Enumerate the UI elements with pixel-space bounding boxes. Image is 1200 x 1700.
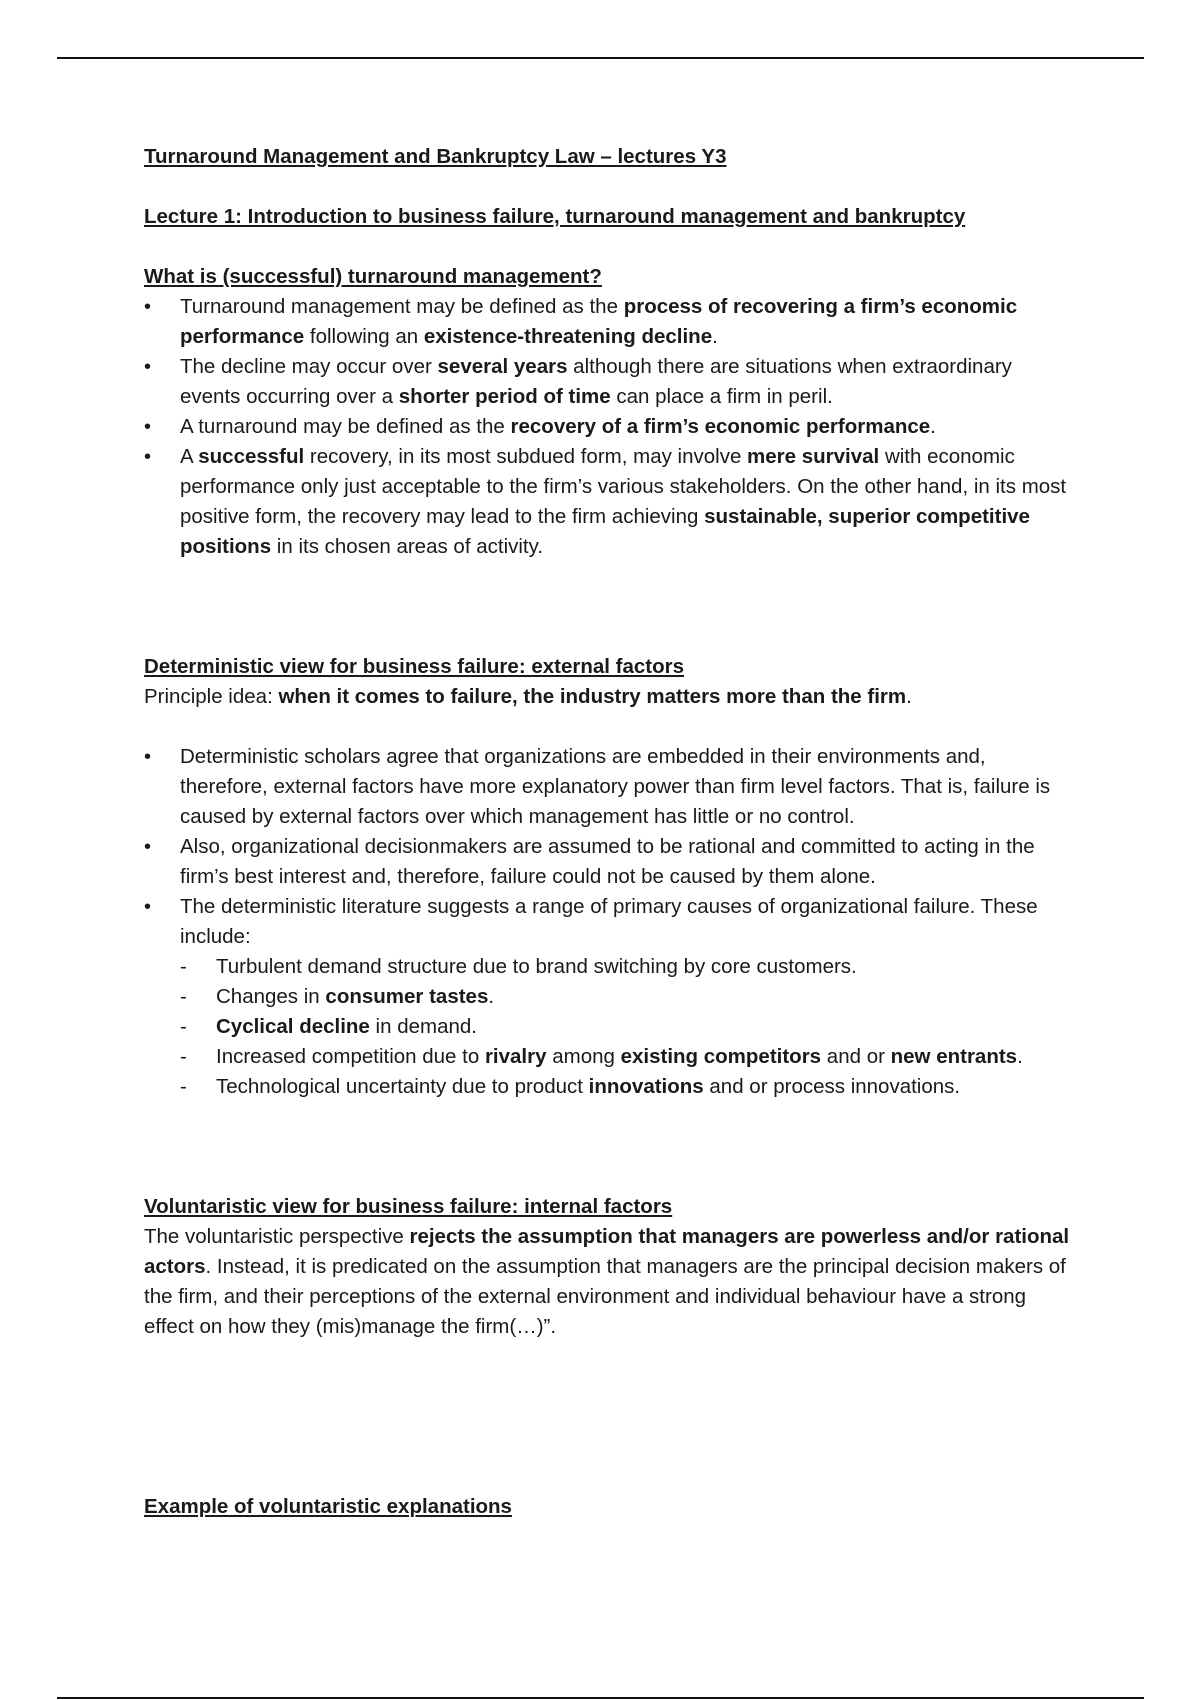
list-item: • A turnaround may be defined as the recovery of a firm’s economic performance. [144, 412, 1074, 442]
section-heading-examples: Example of voluntaristic explanations [144, 1495, 512, 1518]
causes-dash-list [180, 952, 1074, 1102]
principle-idea: Principle idea: when it comes to failure, the industry matters more than the firm. [144, 685, 912, 708]
list-item: - Cyclical decline in demand. [180, 1012, 1074, 1042]
list-item: - Changes in consumer tastes. [180, 982, 1074, 1012]
turnaround-bullet-list [144, 292, 1074, 562]
list-item: - Increased competition due to rivalry among existing competitors and or new entrants. [180, 1042, 1074, 1072]
lecture-title: Lecture 1: Introduction to business failure, turnaround management and bankruptcy [144, 205, 966, 228]
section-heading-deterministic: Deterministic view for business failure: external factors [144, 655, 685, 678]
document-title: Turnaround Management and Bankruptcy Law – lectures Y3 [144, 145, 727, 168]
deterministic-bullet-list [144, 742, 1074, 1102]
list-item: - Technological uncertainty due to product innovations and or process innovations. [180, 1072, 1074, 1102]
list-item: • Deterministic scholars agree that organizations are embedded in their environments and, therefore, external factors have more explanatory power than firm level factors. That is, failure is caused by external factors over which management has little or no control. [144, 742, 1074, 832]
section-heading-voluntaristic: Voluntaristic view for business failure: internal factors [144, 1195, 673, 1218]
list-item: • A successful recovery, in its most subdued form, may involve mere survival with economic performance only just acceptable to the firm’s various stakeholders. On the other hand, in its most positive form, the recovery may lead to the firm achieving sustainable, superior competitive positions in its chosen areas of activity. [144, 442, 1074, 562]
list-item: • Turnaround management may be defined as the process of recovering a firm’s economic performance following an existence-threatening decline. [144, 292, 1074, 352]
list-item: • The deterministic literature suggests a range of primary causes of organizational failure. These include: - Turbulent demand structure due to brand switching by core customers. - Changes in consumer tastes. - Cyclical decline in demand. - Increased competition due to rivalry among existing competitors and or new entrants. - Technological uncertainty due to product innovations and or process innovations. [144, 892, 1074, 1102]
document-page [144, 142, 1074, 1522]
list-item: • Also, organizational decisionmakers are assumed to be rational and committed to acting in the firm’s best interest and, therefore, failure could not be caused by them alone. [144, 832, 1074, 892]
bottom-rule [57, 1697, 1144, 1699]
list-item: - Turbulent demand structure due to brand switching by core customers. [180, 952, 1074, 982]
voluntaristic-paragraph: The voluntaristic perspective rejects the assumption that managers are powerless and/or rational actors. Instead, it is predicated on the assumption that managers are the principal decision makers of the firm, and their perceptions of the external environment and individual behaviour have a strong effect on how they (mis)manage the firm(…)”. [144, 1225, 1070, 1338]
list-item: • The decline may occur over several years although there are situations when extraordinary events occurring over a shorter period of time can place a firm in peril. [144, 352, 1074, 412]
top-rule [57, 57, 1144, 59]
section-heading-turnaround: What is (successful) turnaround management? [144, 265, 602, 288]
